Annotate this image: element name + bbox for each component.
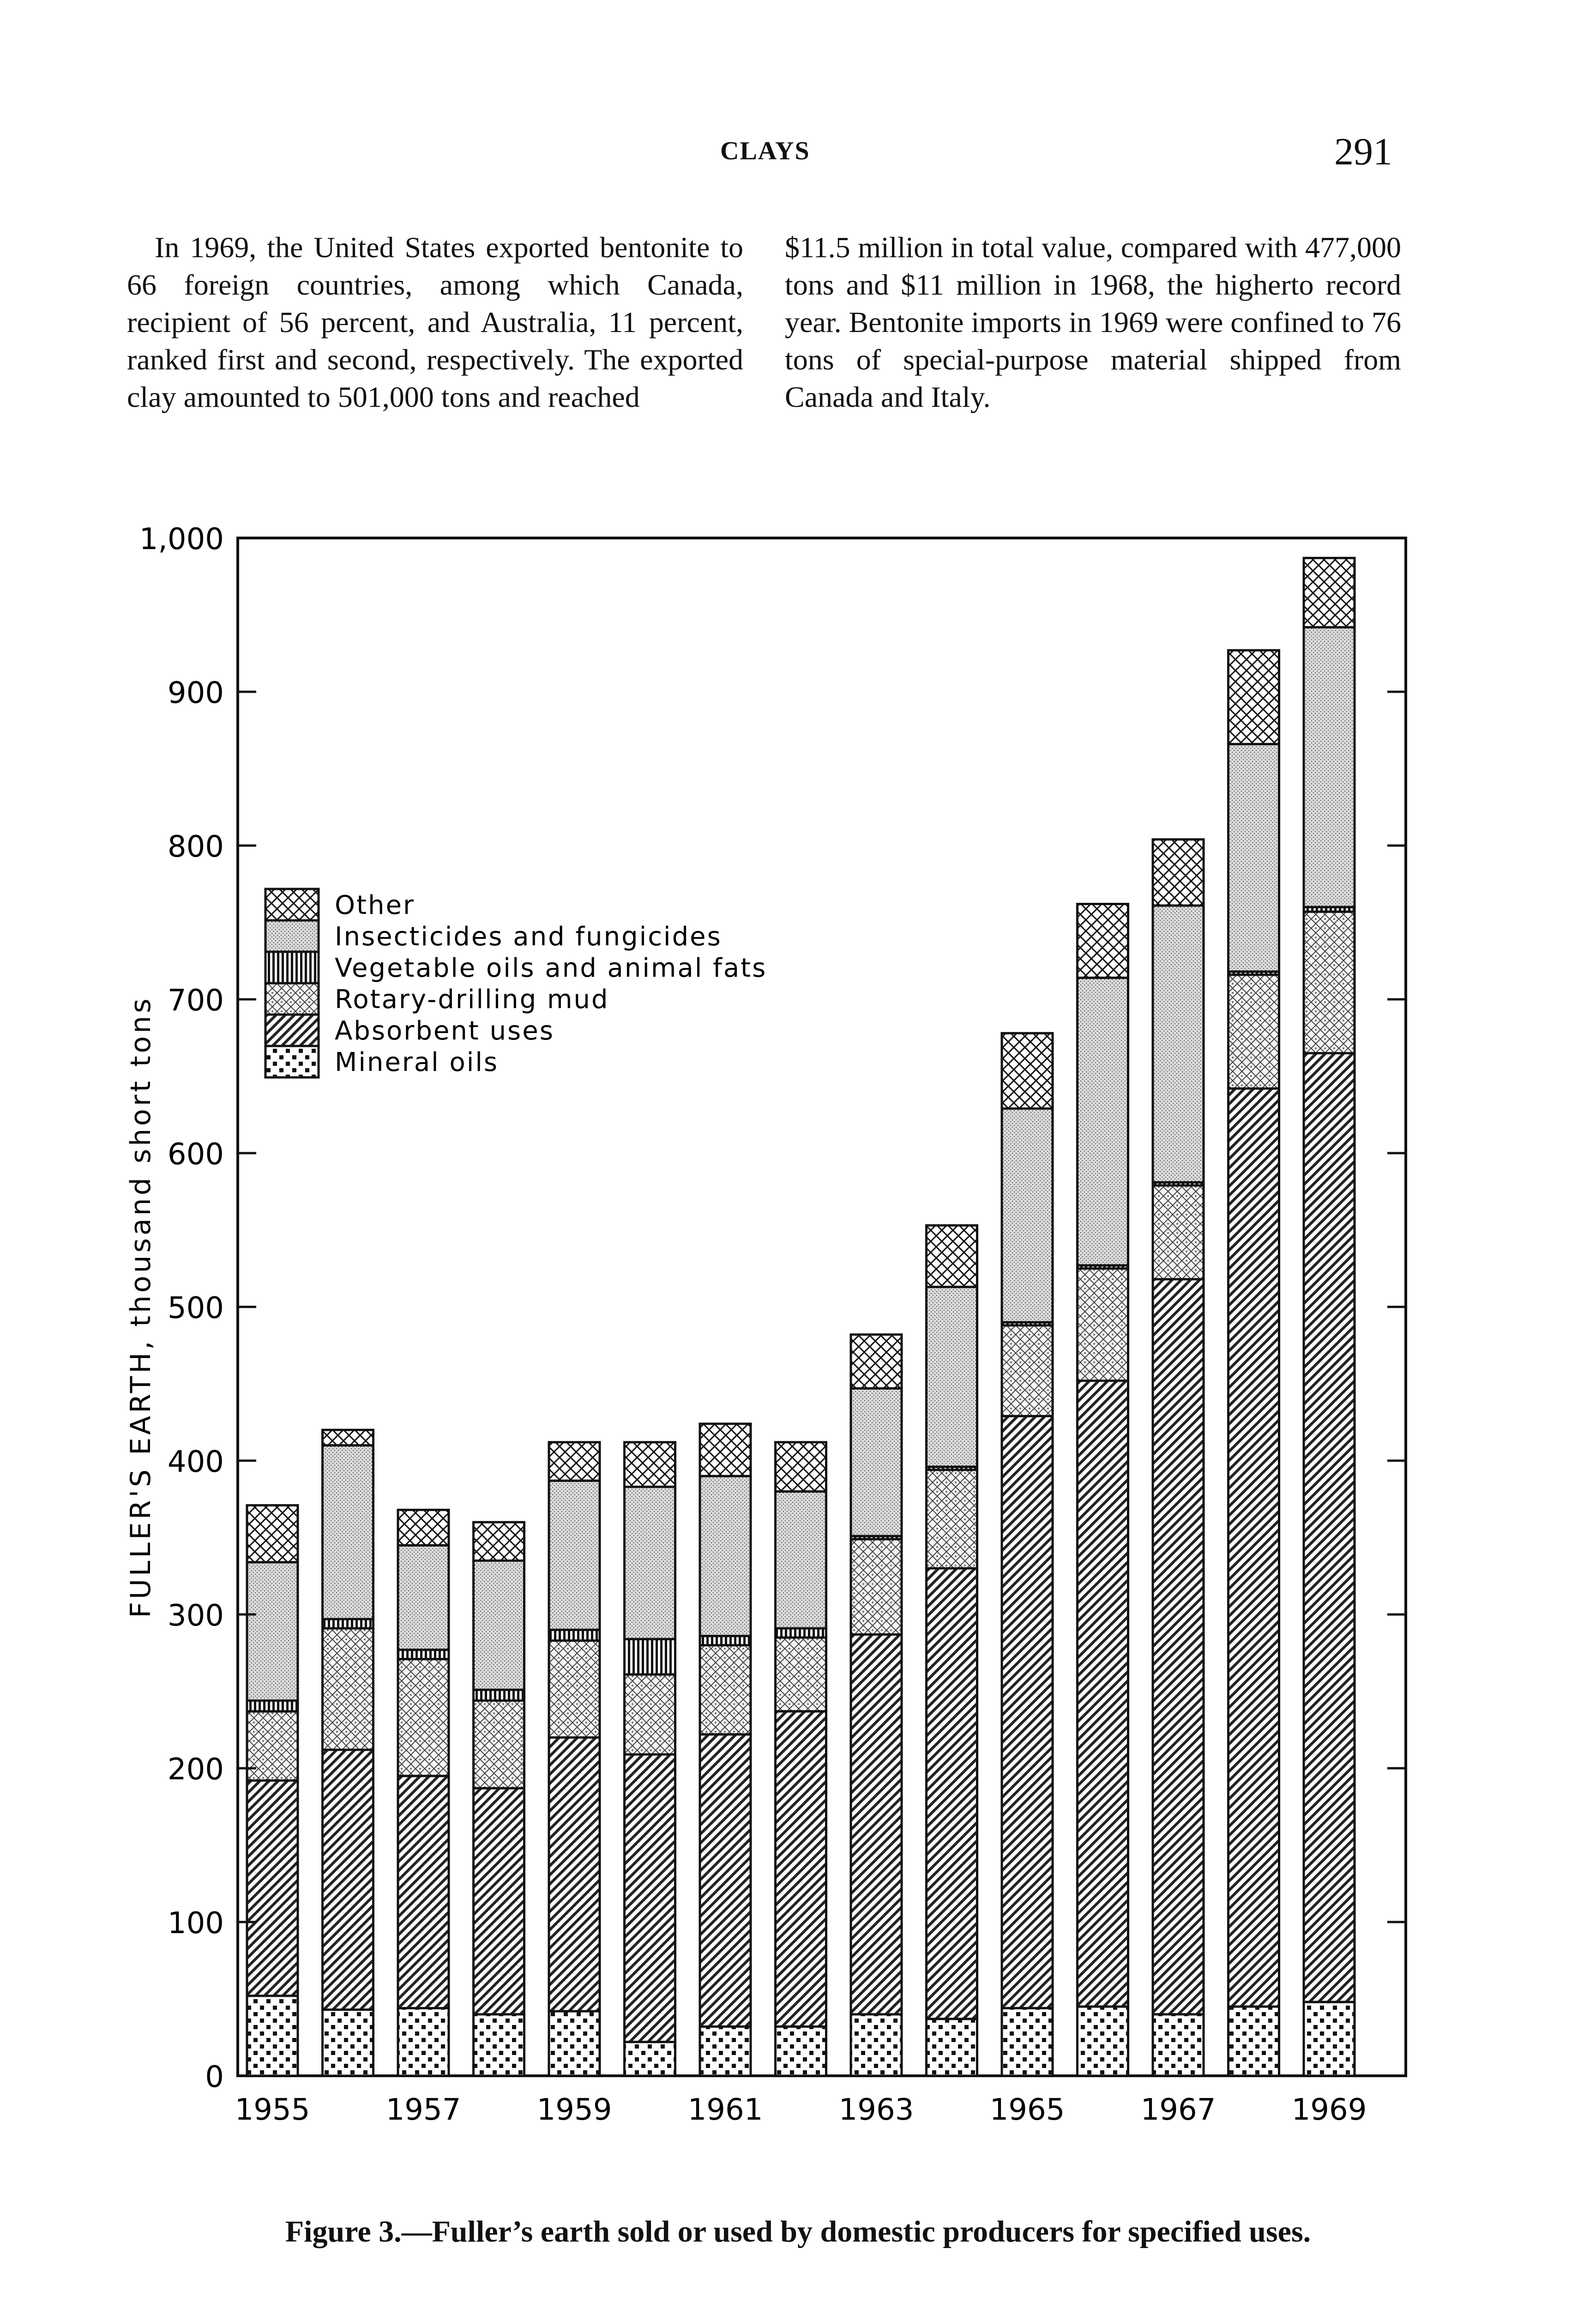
bar-segment-1969-dots [1304,2002,1355,2076]
bar-segment-1967-diamond [1153,840,1204,906]
bar-segment-1955-diagonal [247,1781,298,1996]
bar-segment-1956-diagonal [323,1750,373,2010]
bar-segment-1955-stipple [247,1562,298,1701]
bar-segment-1965-dots [1002,2008,1053,2076]
legend-swatch-dots [265,1046,319,1077]
bar-segment-1955-vertical [247,1701,298,1711]
y-tick-label: 800 [167,830,224,864]
body-text-left-column: In 1969, the United States exported bentonite to 66 foreign countries, among which Canada, recipient of 56 percent, and Australia, 11 percent, ranked first and second, respectively. The exported clay amounted to 501,000 tons and reached [127,231,743,413]
bar-segment-1955-diamond [247,1505,298,1562]
bar-segment-1966-diagonal [1078,1381,1128,2007]
bar-segment-1957-diagonal [398,1776,449,2008]
x-tick-label: 1957 [385,2093,461,2127]
bar-segment-1965-diagonal [1002,1416,1053,2008]
bar-segment-1958-diagonal [474,1788,524,2014]
legend-swatch-diagonal [265,1015,319,1046]
y-tick-label: 200 [167,1753,224,1787]
legend-label-dots: Mineral oils [335,1047,499,1077]
y-tick-label: 300 [167,1599,224,1633]
y-tick-label: 0 [205,2060,224,2094]
bar-segment-1964-dots [927,2019,977,2076]
bar-segment-1965-diamond [1002,1033,1053,1108]
chart-marks [247,558,1355,2076]
y-tick-label: 400 [167,1445,224,1479]
legend-label-diamond: Other [335,890,416,920]
legend-label-diagonal: Absorbent uses [335,1016,554,1046]
y-tick-label: 900 [167,676,224,710]
bar-segment-1962-crosshatch [776,1638,826,1711]
bar-segment-1960-vertical [625,1639,675,1674]
bar-segment-1959-stipple [549,1481,600,1630]
bar-segment-1961-diagonal [700,1735,751,2027]
bar-segment-1969-diagonal [1304,1053,1355,2002]
bar-segment-1956-stipple [323,1445,373,1619]
figure-caption: Figure 3.—Fuller’s earth sold or used by domestic producers for specified uses. [285,2215,1311,2249]
running-head: CLAYS [720,137,810,165]
bar-segment-1969-crosshatch [1304,912,1355,1053]
bar-segment-1967-diagonal [1153,1279,1204,2014]
bar-segment-1958-crosshatch [474,1701,524,1789]
bar-segment-1959-vertical [549,1630,600,1640]
x-tick-label: 1967 [1140,2093,1216,2127]
bar-segment-1965-stipple [1002,1108,1053,1322]
bar-segment-1964-diamond [927,1226,977,1287]
bar-segment-1967-stipple [1153,906,1204,1182]
bar-segment-1962-stipple [776,1492,826,1628]
bar-segment-1957-crosshatch [398,1659,449,1776]
bar-segment-1963-crosshatch [851,1539,902,1635]
bar-segment-1967-crosshatch [1153,1185,1204,1279]
y-tick-label: 1,000 [139,522,224,556]
bar-segment-1963-dots [851,2014,902,2076]
bar-segment-1959-dots [549,2011,600,2076]
x-tick-label: 1969 [1291,2093,1367,2127]
bar-segment-1963-stipple [851,1389,902,1536]
bar-segment-1968-diamond [1229,650,1279,744]
bar-segment-1957-diamond [398,1510,449,1546]
x-tick-label: 1955 [235,2093,310,2127]
legend-swatch-vertical [265,952,319,983]
bar-segment-1962-diagonal [776,1711,826,2027]
bar-segment-1960-stipple [625,1487,675,1639]
bar-segment-1956-vertical [323,1619,373,1628]
bar-segment-1961-dots [700,2026,751,2076]
bar-segment-1955-dots [247,1996,298,2076]
x-tick-label: 1959 [536,2093,612,2127]
legend-label-stipple: Insecticides and fungicides [335,922,722,952]
legend-label-vertical: Vegetable oils and animal fats [335,953,767,983]
y-axis-title: FULLER'S EARTH, thousand short tons [125,996,157,1618]
legend-swatch-diamond [265,889,319,920]
bar-segment-1961-crosshatch [700,1645,751,1735]
bar-segment-1960-diagonal [625,1754,675,2042]
bar-segment-1966-crosshatch [1078,1269,1128,1381]
page-number: 291 [1334,130,1392,173]
bar-segment-1956-crosshatch [323,1628,373,1750]
bar-segment-1959-crosshatch [549,1641,600,1738]
bar-segment-1962-diamond [776,1442,826,1492]
bar-segment-1966-diamond [1078,904,1128,978]
bar-segment-1958-dots [474,2014,524,2076]
x-tick-label: 1963 [838,2093,914,2127]
body-text-right-column: $11.5 million in total value, compared with 477,000 tons and $11 million in 1968, the higherto record year. Bentonite imports in 1969 were confined to 76 tons of special-purpose material shipped from Canada and Italy. [785,231,1401,413]
bar-segment-1967-dots [1153,2014,1204,2076]
bar-segment-1960-crosshatch [625,1674,675,1754]
legend-swatch-crosshatch [265,983,319,1015]
bar-segment-1959-diagonal [549,1737,600,2011]
bar-segment-1963-diagonal [851,1634,902,2014]
bar-segment-1960-diamond [625,1442,675,1487]
bar-segment-1958-stipple [474,1560,524,1690]
legend-label-crosshatch: Rotary-drilling mud [335,985,609,1015]
bar-segment-1955-crosshatch [247,1711,298,1781]
bar-segment-1963-diamond [851,1335,902,1389]
bar-segment-1957-vertical [398,1650,449,1659]
bar-segment-1968-dots [1229,2007,1279,2076]
chart-legend [265,889,767,1077]
chart-axes [125,522,1406,2127]
bar-segment-1961-vertical [700,1636,751,1645]
bar-segment-1956-dots [323,2010,373,2076]
bar-segment-1964-diagonal [927,1568,977,2019]
y-tick-label: 100 [167,1906,224,1940]
bar-segment-1959-diamond [549,1442,600,1481]
bar-segment-1957-dots [398,2008,449,2076]
bar-segment-1968-diagonal [1229,1088,1279,2007]
bar-segment-1966-stipple [1078,978,1128,1265]
bar-segment-1956-diamond [323,1430,373,1445]
bar-segment-1957-stipple [398,1545,449,1650]
y-tick-label: 600 [167,1137,224,1172]
bar-segment-1968-crosshatch [1229,975,1279,1088]
bar-segment-1960-dots [625,2042,675,2076]
legend-swatch-stipple [265,920,319,952]
y-tick-label: 500 [167,1291,224,1325]
bar-segment-1962-dots [776,2026,826,2076]
x-tick-label: 1961 [687,2093,763,2127]
bar-segment-1961-diamond [700,1424,751,1476]
bar-segment-1965-crosshatch [1002,1325,1053,1416]
bar-segment-1969-stipple [1304,627,1355,907]
bar-segment-1966-dots [1078,2007,1128,2076]
bar-segment-1958-vertical [474,1690,524,1700]
y-tick-label: 700 [167,984,224,1018]
bar-segment-1969-diamond [1304,558,1355,627]
bar-segment-1962-vertical [776,1628,826,1638]
bar-segment-1961-stipple [700,1476,751,1636]
x-tick-label: 1965 [989,2093,1065,2127]
bar-segment-1964-stipple [927,1287,977,1467]
bar-segment-1968-stipple [1229,744,1279,972]
bar-segment-1964-crosshatch [927,1470,977,1568]
bar-segment-1958-diamond [474,1522,524,1560]
